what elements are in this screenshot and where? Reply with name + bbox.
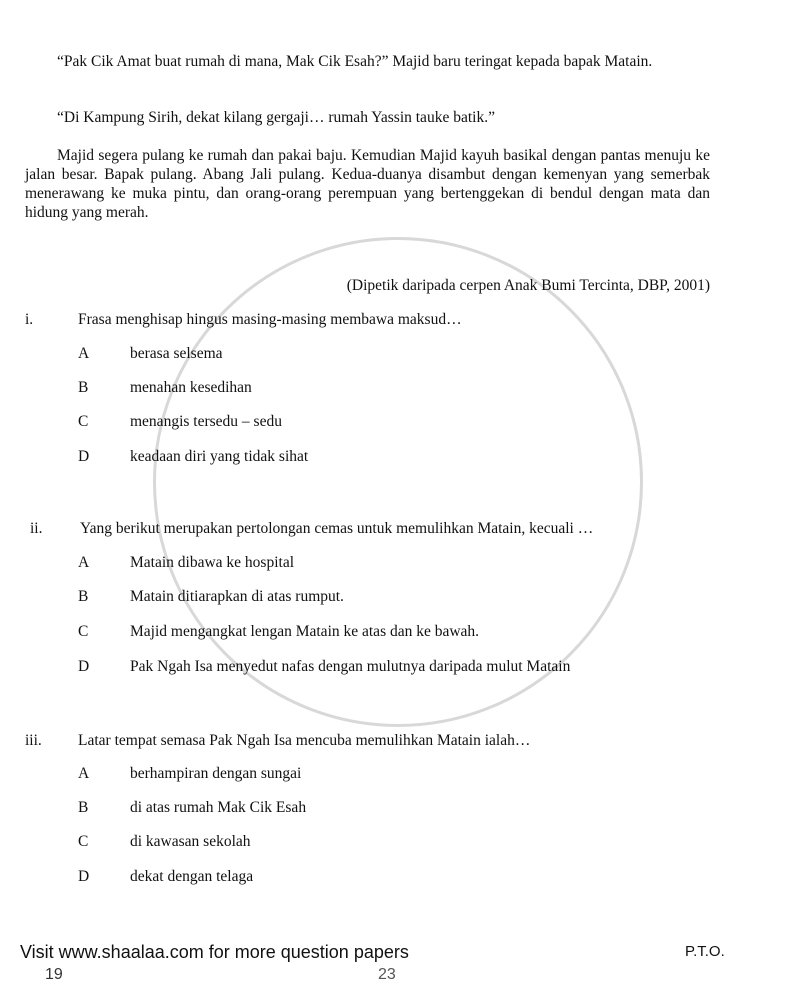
- question-number: ii.: [30, 520, 43, 537]
- option-letter: C: [78, 623, 89, 640]
- option-text: dekat dengan telaga: [130, 868, 254, 885]
- paragraph-text: “Di Kampung Sirih, dekat kilang gergaji… rumah Yassin tauke batik.”: [57, 109, 495, 126]
- option-letter: D: [78, 868, 90, 885]
- option-letter: C: [78, 833, 89, 850]
- option-text: berasa selsema: [130, 345, 223, 362]
- option-letter: B: [78, 799, 89, 816]
- option-text: berhampiran dengan sungai: [130, 765, 302, 782]
- passage-source: (Dipetik daripada cerpen Anak Bumi Tercinta, DBP, 2001): [346, 277, 710, 294]
- option-letter: D: [78, 658, 90, 675]
- option-text: Majid mengangkat lengan Matain ke atas dan ke bawah.: [130, 623, 480, 640]
- pto-label: P.T.O.: [685, 943, 725, 960]
- option-letter: B: [78, 379, 89, 396]
- option-text: di kawasan sekolah: [130, 833, 251, 850]
- option-letter: A: [78, 554, 90, 571]
- option-letter: B: [78, 588, 89, 605]
- option-text: keadaan diri yang tidak sihat: [130, 448, 309, 465]
- question-text: Latar tempat semasa Pak Ngah Isa mencuba memulihkan Matain ialah…: [78, 732, 531, 749]
- option-text: menahan kesedihan: [130, 379, 252, 396]
- option-text: Matain ditiarapkan di atas rumput.: [130, 588, 344, 605]
- option-text: Pak Ngah Isa menyedut nafas dengan mulutnya daripada mulut Matain: [130, 658, 571, 675]
- shaalaa-visit-link[interactable]: Visit www.shaalaa.com for more question papers: [20, 942, 409, 962]
- passage-paragraph-3: [25, 146, 710, 222]
- question-number: iii.: [25, 732, 42, 749]
- paragraph-text: “Pak Cik Amat buat rumah di mana, Mak Cik Esah?” Majid baru teringat kepada bapak Matain.: [57, 53, 653, 70]
- question-text: Yang berikut merupakan pertolongan cemas untuk memulihkan Matain, kecuali …: [80, 520, 594, 537]
- page-number-center: 23: [378, 966, 396, 983]
- option-letter: A: [78, 345, 90, 362]
- passage-paragraph-2: [25, 108, 710, 127]
- passage-paragraph-1: [25, 52, 710, 71]
- question-text: Frasa menghisap hingus masing-masing membawa maksud…: [78, 311, 462, 328]
- option-text: menangis tersedu – sedu: [130, 413, 282, 430]
- option-letter: C: [78, 413, 89, 430]
- page-number-left: 19: [45, 966, 63, 983]
- question-number: i.: [25, 311, 34, 328]
- option-text: Matain dibawa ke hospital: [130, 554, 294, 571]
- paragraph-text: Majid segera pulang ke rumah dan pakai baju. Kemudian Majid kayuh basikal dengan pantas menuju ke jalan besar. Bapak pulang. Abang Jali pulang. Kedua-duanya disambut dengan kemenyan yang semerbak menerawang ke muka pintu, dan orang-orang perempuan yang bertenggekan di bendul dengan mata dan hidung yang merah.: [25, 147, 710, 221]
- option-letter: A: [78, 765, 90, 782]
- option-letter: D: [78, 448, 90, 465]
- option-text: di atas rumah Mak Cik Esah: [130, 799, 307, 816]
